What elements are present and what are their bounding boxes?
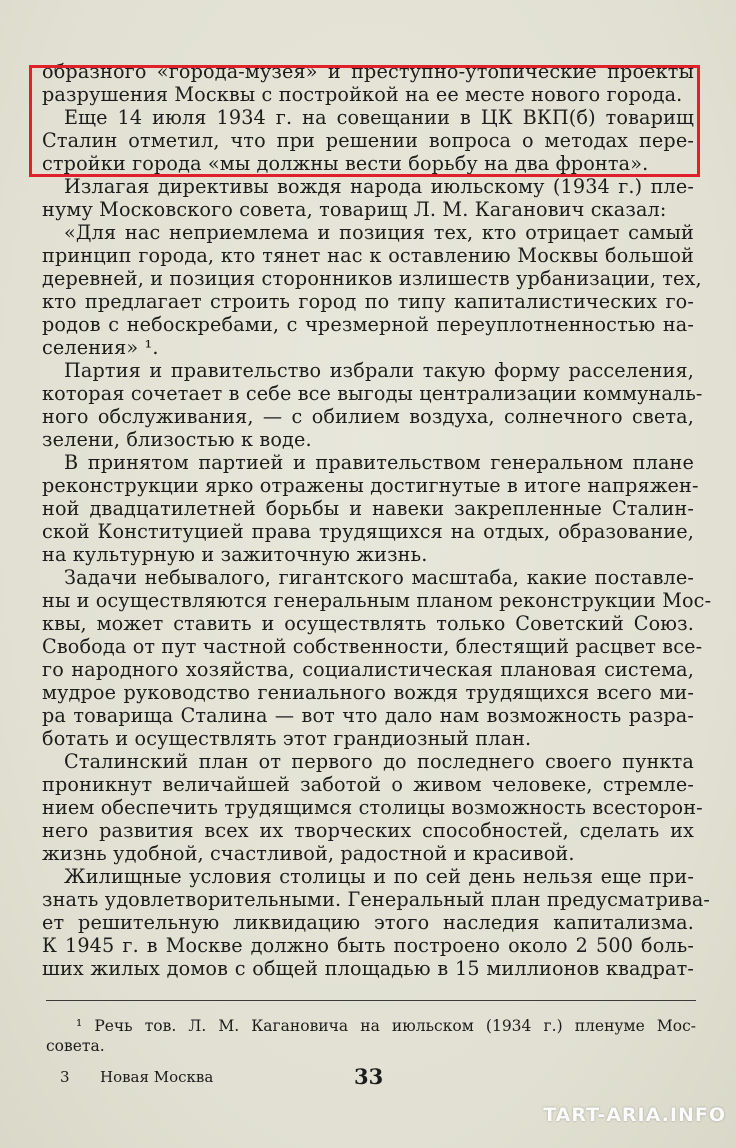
- highlight-frame: [29, 65, 700, 177]
- text-line: нуму Московского совета, товарищ Л. М. Каганович сказал:: [42, 198, 667, 221]
- text-line: нием обеспечить трудящимся столицы возможность всесторон-: [42, 796, 703, 819]
- text-line: мудрое руководство гениального вождя трудящихся всего ми-: [42, 681, 694, 704]
- text-line: которая сочетает в себе все выгоды централизации коммуналь-: [42, 382, 703, 405]
- text-line: разрушения Москвы с постройкой на ее месте нового города.: [42, 83, 683, 106]
- text-line: «Для нас неприемлема и позиция тех, кто отрицает самый: [64, 221, 694, 244]
- text-line: деревней, и позиция сторонников излишеств урбанизации, тех,: [42, 267, 702, 290]
- text-line: проникнут величайшей заботой о живом человеке, стремле-: [42, 773, 694, 796]
- text-line: К 1945 г. в Москве должно быть построено около 2 500 боль-: [42, 934, 694, 957]
- text-line: принцип города, кто тянет нас к оставлению Москвы большой: [42, 244, 694, 267]
- text-line: Жилищные условия столицы и по сей день нельзя еще при-: [64, 865, 694, 888]
- footnote-divider: [46, 1000, 696, 1001]
- text-line: родов с небоскребами, с чрезмерной переуплотненностью на-: [42, 313, 694, 336]
- text-line: Еще 14 июля 1934 г. на совещании в ЦК ВКП(б) товарищ: [64, 106, 694, 129]
- text-line: стройки города «мы должны вести борьбу на два фронта».: [42, 152, 649, 175]
- page-number: 33: [354, 1064, 384, 1089]
- footnote-line: ¹ Речь тов. Л. М. Кагановича на июльском (1934 г.) пленуме Мос-: [76, 1017, 696, 1035]
- text-line: на культурную и зажиточную жизнь.: [42, 543, 428, 566]
- text-line: ра товарища Сталина — вот что дало нам возможность разра-: [42, 704, 694, 727]
- text-line: ших жилых домов с общей площадью в 15 миллионов квадрат-: [42, 957, 694, 980]
- text-line: него развития всех их творческих способностей, сделать их: [42, 819, 694, 842]
- text-line: Задачи небывалого, гигантского масштаба, какие поставле-: [64, 566, 694, 589]
- text-line: селения» ¹.: [42, 336, 159, 359]
- text-line: знать удовлетворительными. Генеральный план предусматрива-: [42, 888, 711, 911]
- text-line: ны и осуществляются генеральным планом реконструкции Мос-: [42, 589, 712, 612]
- watermark-text: TART-ARIA.INFO: [543, 1104, 726, 1126]
- text-line: Свобода от пут частной собственности, блестящий расцвет все-: [42, 635, 703, 658]
- signature-number: 3: [60, 1068, 70, 1086]
- footnote: [46, 1016, 696, 1056]
- text-line: В принятом партией и правительством генеральном плане: [64, 451, 694, 474]
- text-line: Партия и правительство избрали такую форму расселения,: [64, 359, 694, 382]
- text-line: жизнь удобной, счастливой, радостной и красивой.: [42, 842, 575, 865]
- text-line: ботать и осуществлять этот грандиозный план.: [42, 727, 532, 750]
- text-line: ного обслуживания, — с обилием воздуха, солнечного света,: [42, 405, 694, 428]
- signature-title: Новая Москва: [100, 1068, 214, 1086]
- text-line: Сталин отметил, что при решении вопроса о методах пере-: [42, 129, 694, 152]
- body-text: [42, 60, 712, 980]
- text-line: ной двадцатилетней борьбы и навеки закрепленные Сталин-: [42, 497, 694, 520]
- text-line: Излагая директивы вождя народа июльскому (1934 г.) пле-: [64, 175, 694, 198]
- footnote-line: совета.: [46, 1037, 105, 1055]
- text-line: ет решительную ликвидацию этого наследия капитализма.: [42, 911, 694, 934]
- text-line: квы, может ставить и осуществлять только Советский Союз.: [42, 612, 694, 635]
- text-line: Сталинский план от первого до последнего своего пункта: [64, 750, 694, 773]
- text-line: зелени, близостью к воде.: [42, 428, 312, 451]
- text-line: реконструкции ярко отражены достигнутые в итоге напряжен-: [42, 474, 699, 497]
- text-line: образного «города-музея» и преступно-утопические проекты: [42, 60, 694, 83]
- text-line: ской Конституцией права трудящихся на отдых, образование,: [42, 520, 694, 543]
- text-line: го народного хозяйства, социалистическая плановая система,: [42, 658, 694, 681]
- text-line: кто предлагает строить город по типу капиталистических го-: [42, 290, 694, 313]
